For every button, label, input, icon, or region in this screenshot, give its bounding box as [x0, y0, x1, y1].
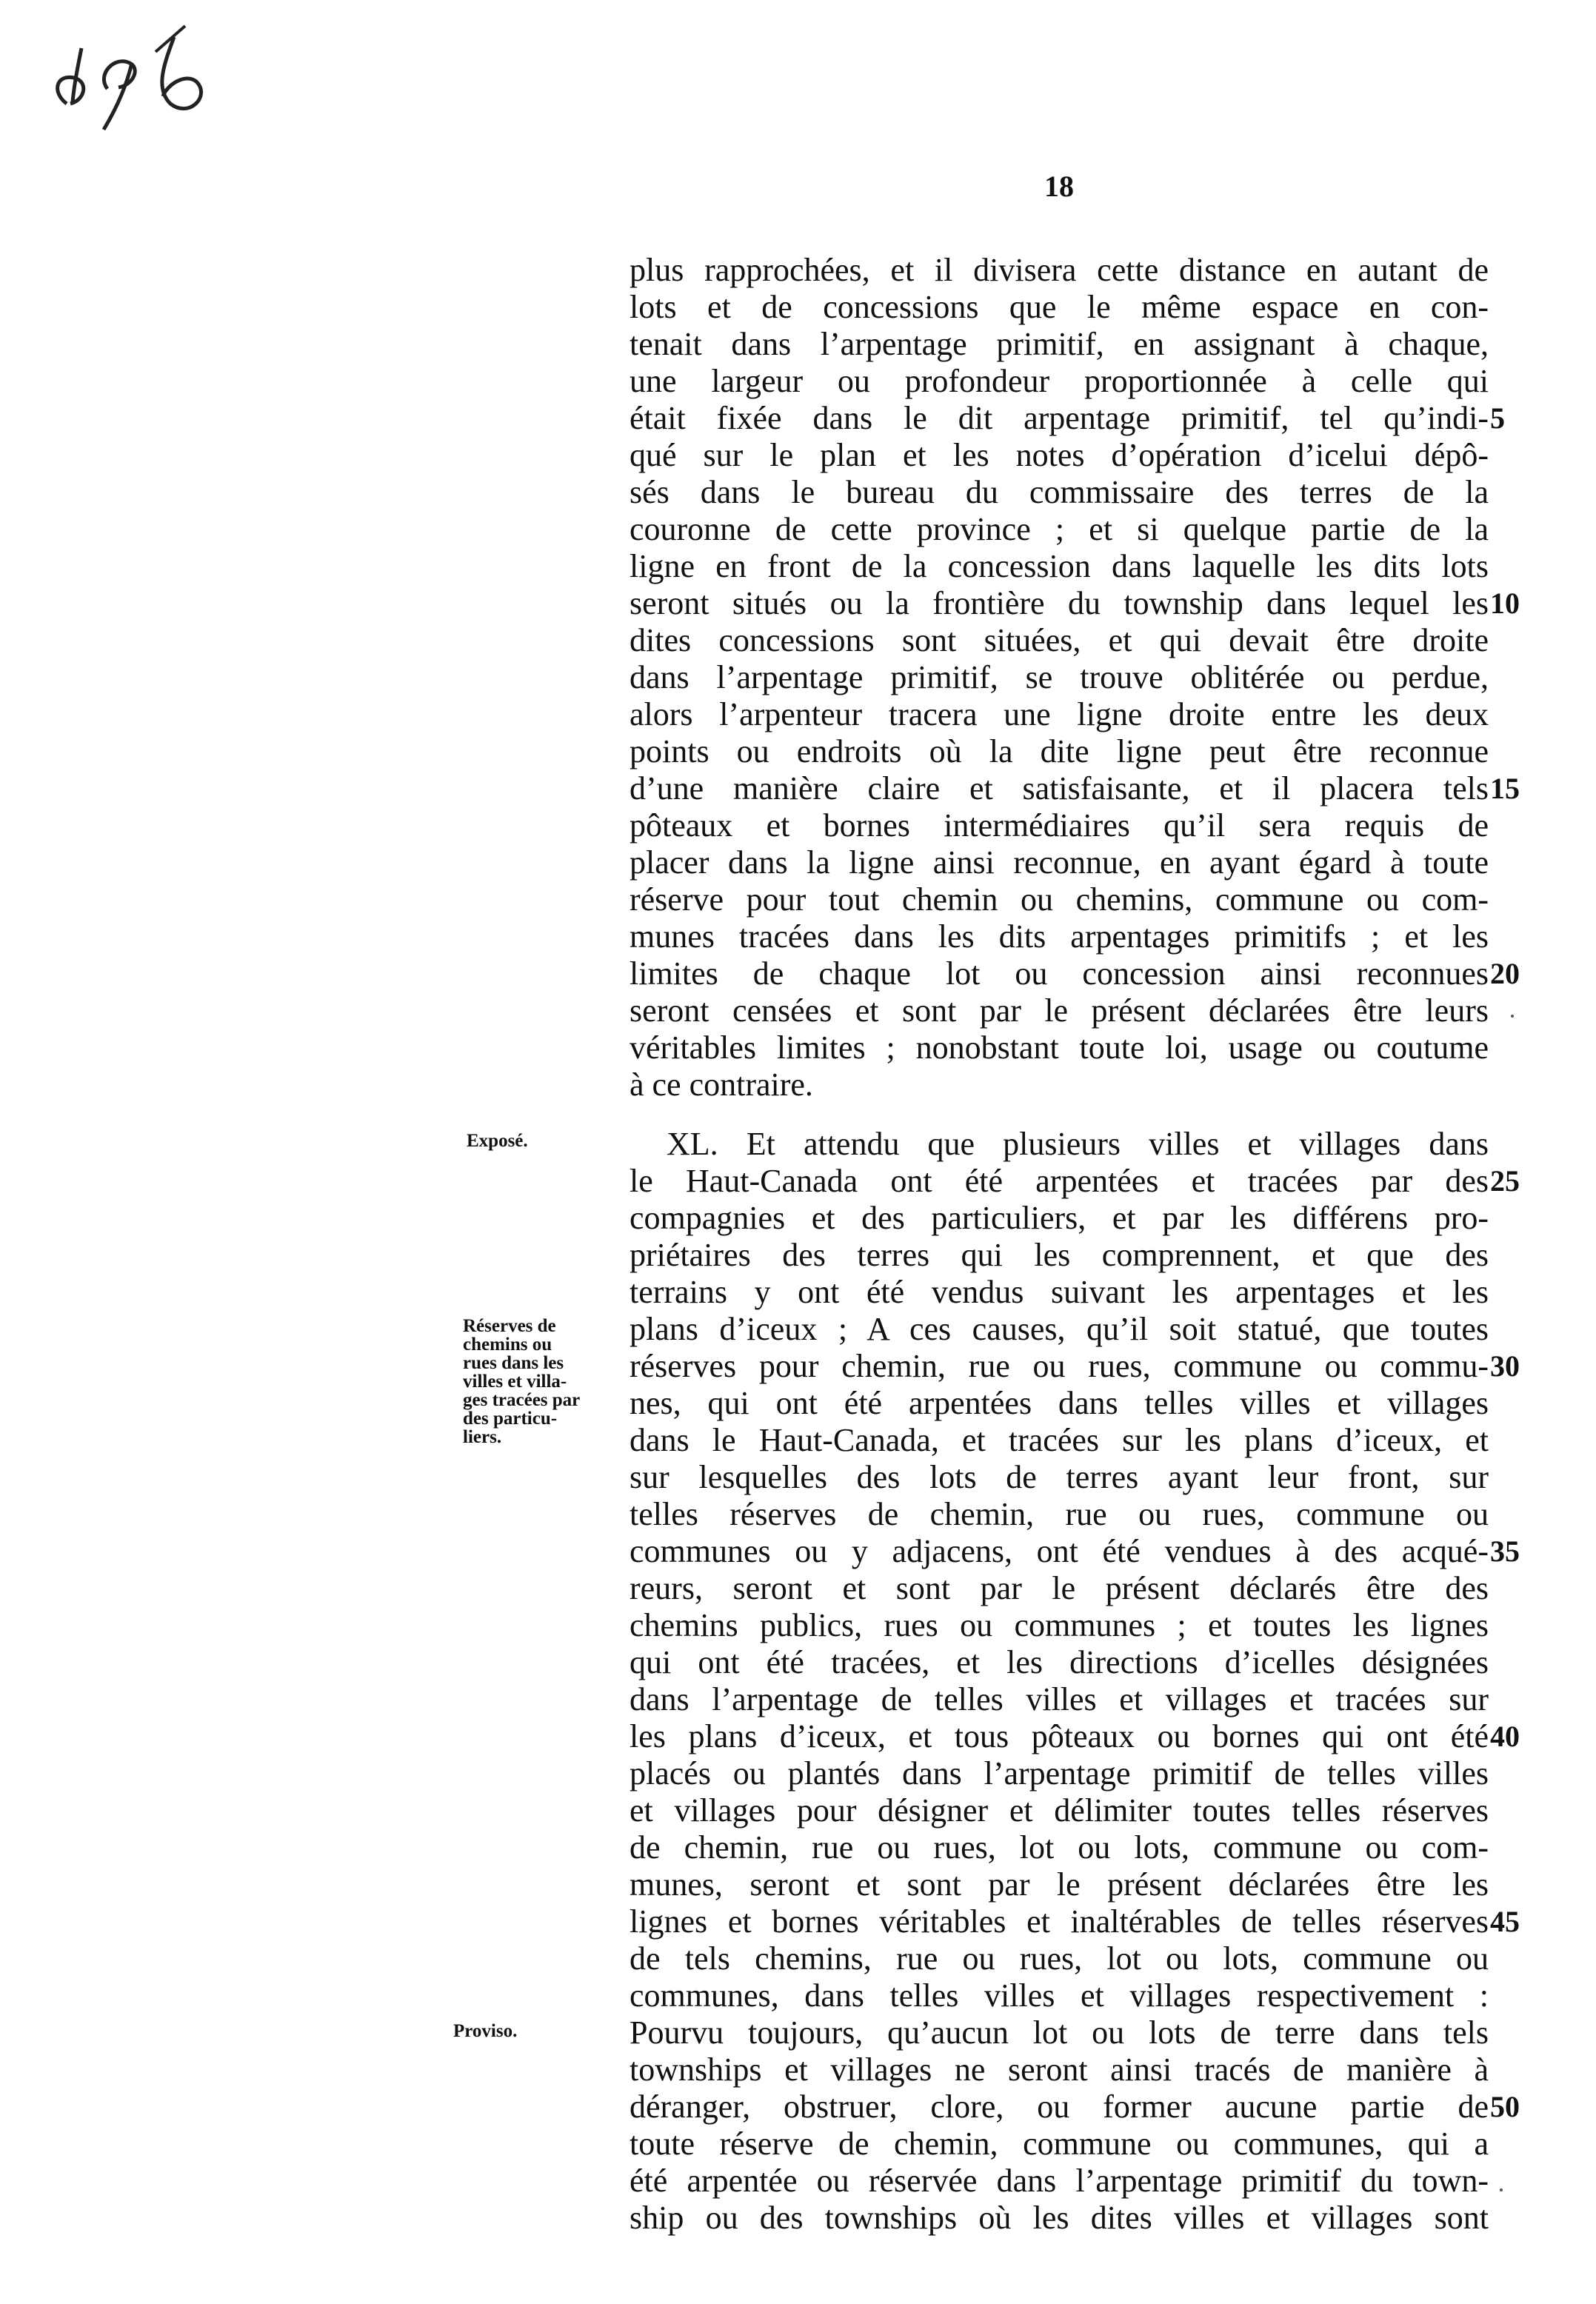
line-number: 35 — [1490, 1535, 1520, 1568]
text-line: points ou endroits où la dite ligne peut être reconnue — [630, 733, 1489, 769]
scan-speck — [1500, 2188, 1503, 2191]
text-line: communes ou y adjacens, ont été vendues à des acqué- — [630, 1533, 1489, 1569]
text-line: de chemin, rue ou rues, lot ou lots, commune ou com- — [630, 1829, 1489, 1866]
text-line: et villages pour désigner et délimiter toutes telles réserves — [630, 1792, 1489, 1829]
line-number: 30 — [1490, 1349, 1520, 1383]
text-line: townships et villages ne seront ainsi tracés de manière à — [630, 2051, 1489, 2088]
text-line: pôteaux et bornes intermédiaires qu’il sera requis de — [630, 807, 1489, 844]
line-number: 5 — [1490, 401, 1505, 435]
text-line: placer dans la ligne ainsi reconnue, en ayant égard à toute — [630, 844, 1489, 881]
text-line: ligne en front de la concession dans laquelle les dits lots — [630, 548, 1489, 584]
text-line: lots et de concessions que le même espace en con- — [630, 289, 1489, 325]
text-line: placés ou plantés dans l’arpentage primitif de telles villes — [630, 1755, 1489, 1792]
margin-note-expose: Exposé. — [467, 1131, 528, 1151]
margin-note-line: liers. — [463, 1427, 502, 1447]
text-line: sés dans le bureau du commissaire des terres de la — [630, 474, 1489, 510]
text-line: Pourvu toujours, qu’aucun lot ou lots de terre dans tels — [630, 2014, 1489, 2051]
text-line: terrains y ont été vendus suivant les arpentages et les — [630, 1274, 1489, 1310]
text-line: priétaires des terres qui les comprennent, et que des — [630, 1237, 1489, 1273]
handwritten-folio-number-icon — [44, 22, 237, 133]
text-line: une largeur ou profondeur proportionnée à celle qui — [630, 363, 1489, 399]
text-line: seront censées et sont par le présent déclarées être leurs — [630, 992, 1489, 1029]
text-line: dans le Haut-Canada, et tracées sur les plans d’iceux, et — [630, 1422, 1489, 1458]
line-number: 45 — [1490, 1905, 1520, 1938]
text-line: reurs, seront et sont par le présent déclarés être des — [630, 1570, 1489, 1606]
margin-note-line: chemins ou — [463, 1335, 552, 1355]
margin-note-proviso: Proviso. — [453, 2021, 518, 2041]
text-line: tenait dans l’arpentage primitif, en assignant à chaque, — [630, 326, 1489, 362]
text-line: ship ou des townships où les dites villes et villages sont — [630, 2200, 1489, 2236]
margin-note-line: des particu- — [463, 1409, 558, 1429]
text-line: munes, seront et sont par le présent déclarées être les — [630, 1866, 1489, 1903]
text-line: dans l’arpentage de telles villes et villages et tracées sur — [630, 1681, 1489, 1717]
text-line: XL. Et attendu que plusieurs villes et villages dans — [667, 1126, 1489, 1162]
page-number: 18 — [1044, 170, 1074, 203]
text-line: plans d’iceux ; A ces causes, qu’il soit statué, que toutes — [630, 1311, 1489, 1347]
text-line: à ce contraire. — [630, 1066, 813, 1103]
text-line: d’une manière claire et satisfaisante, et il placera tels — [630, 770, 1489, 807]
line-number: 40 — [1490, 1720, 1520, 1753]
text-line: plus rapprochées, et il divisera cette distance en autant de — [630, 252, 1489, 288]
scan-speck — [1511, 1015, 1514, 1018]
margin-note-line: villes et villa- — [463, 1372, 567, 1392]
text-line: de tels chemins, rue ou rues, lot ou lots, commune ou — [630, 1940, 1489, 1977]
folio-mark — [44, 22, 237, 133]
text-line: qué sur le plan et les notes d’opération d’icelui dépô- — [630, 437, 1489, 473]
text-line: sur lesquelles des lots de terres ayant leur front, sur — [630, 1459, 1489, 1495]
margin-note-line: ges tracées par — [463, 1390, 581, 1410]
text-line: limites de chaque lot ou concession ainsi reconnues — [630, 955, 1489, 992]
text-line: telles réserves de chemin, rue ou rues, commune ou — [630, 1496, 1489, 1532]
text-line: nes, qui ont été arpentées dans telles villes et villages — [630, 1385, 1489, 1421]
margin-note-line: rues dans les — [463, 1353, 564, 1373]
line-number: 20 — [1490, 957, 1520, 990]
text-line: les plans d’iceux, et tous pôteaux ou bornes qui ont été — [630, 1718, 1489, 1754]
text-line: dites concessions sont situées, et qui devait être droite — [630, 622, 1489, 658]
text-line: réserves pour chemin, rue ou rues, commune ou commu- — [630, 1348, 1489, 1384]
line-number: 15 — [1490, 772, 1520, 805]
text-line: seront situés ou la frontière du township dans lequel les — [630, 585, 1489, 621]
margin-note-line: Réserves de — [463, 1316, 556, 1336]
text-line: véritables limites ; nonobstant toute loi, usage ou coutume — [630, 1029, 1489, 1066]
text-line: communes, dans telles villes et villages respectivement : — [630, 1977, 1489, 2014]
text-line: toute réserve de chemin, commune ou communes, qui a — [630, 2126, 1489, 2162]
margin-note-reserves — [463, 1317, 580, 1446]
text-line: déranger, obstruer, clore, ou former aucune partie de — [630, 2088, 1489, 2125]
text-line: alors l’arpenteur tracera une ligne droite entre les deux — [630, 696, 1489, 732]
line-number: 10 — [1490, 587, 1520, 620]
text-line: compagnies et des particuliers, et par les différens pro- — [630, 1200, 1489, 1236]
text-line: munes tracées dans les dits arpentages primitifs ; et les — [630, 918, 1489, 955]
text-line: couronne de cette province ; et si quelque partie de la — [630, 511, 1489, 547]
text-line: dans l’arpentage primitif, se trouve oblitérée ou perdue, — [630, 659, 1489, 695]
line-number: 25 — [1490, 1164, 1520, 1198]
text-line: lignes et bornes véritables et inaltérables de telles réserves — [630, 1903, 1489, 1940]
line-number: 50 — [1490, 2090, 1520, 2123]
text-line: qui ont été tracées, et les directions d’icelles désignées — [630, 1644, 1489, 1680]
text-line: chemins publics, rues ou communes ; et toutes les lignes — [630, 1607, 1489, 1643]
text-line: le Haut-Canada ont été arpentées et tracées par des — [630, 1163, 1489, 1199]
text-line: été arpentée ou réservée dans l’arpentage primitif du town- — [630, 2163, 1489, 2199]
text-line: était fixée dans le dit arpentage primitif, tel qu’indi- — [630, 400, 1489, 436]
text-line: réserve pour tout chemin ou chemins, commune ou com- — [630, 881, 1489, 918]
